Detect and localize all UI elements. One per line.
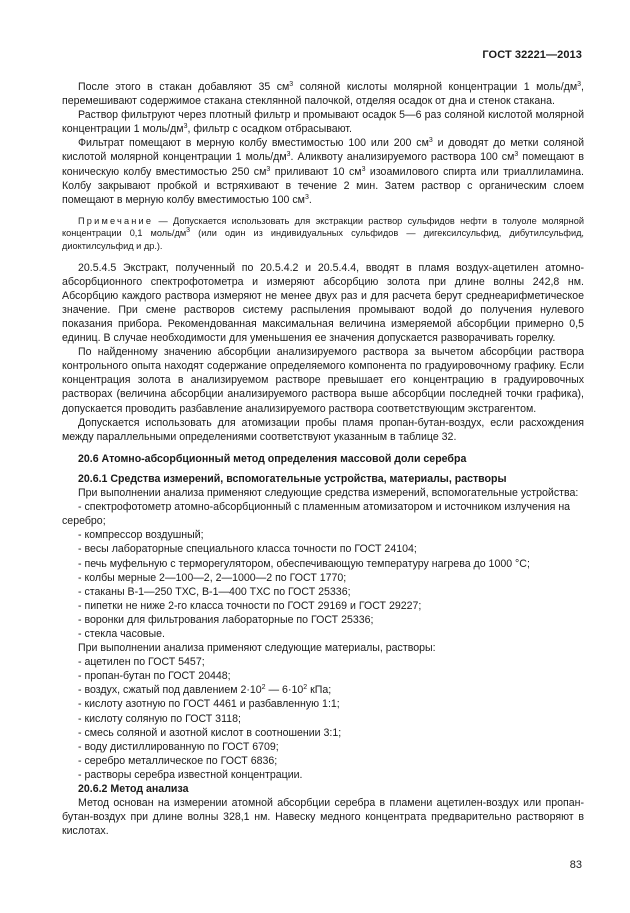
list-item: - кислоту соляную по ГОСТ 3118;: [78, 712, 241, 725]
paragraph: При выполнении анализа применяют следующие средства измерений, вспомогательные устройства:: [78, 487, 579, 500]
list-item: - смесь соляной и азотной кислот в соотношении 3:1;: [78, 726, 342, 739]
paragraph: После этого в стакан добавляют 35 $см^3$ соляной кислоты молярной концентрации 1 моль/$дм^3$, перемешивают содержимое стакана стеклянной палочкой, отделяя осадок от дна и стенок стакана.: [62, 81, 584, 108]
standard-header: ГОСТ 32221—2013: [482, 49, 582, 61]
document-body: [62, 80, 584, 838]
list-item: - воздух, сжатый под давлением $2\cdot 10^2$ — $6\cdot 10^2$ кПа;: [78, 684, 332, 697]
list-item: - воду дистиллированную по ГОСТ 6709;: [78, 740, 279, 753]
page-number: 83: [569, 859, 582, 871]
list-item: - печь муфельную с терморегулятором, обеспечивающую температуру нагрева до 1000 °С;: [78, 557, 530, 570]
section-heading: 20.6 Атомно-абсорбционный метод определения массовой доли серебра: [78, 452, 467, 465]
list-item: - пропан-бутан по ГОСТ 20448;: [78, 670, 231, 683]
subsection-heading: 20.6.2 Метод анализа: [78, 783, 189, 795]
paragraph: Допускается использовать для атомизации пробы пламя пропан-бутан-воздух, если расхождения между параллельными определениями соответствуют указанным в таблице 32.: [62, 416, 584, 443]
paragraph: Фильтрат помещают в мерную колбу вместимостью 100 или 200 $см^3$ и доводят до метки соляной кислотой молярной концентрации 1 моль/$дм^3$. Аликвоту анализируемого раствора 100 $см^3$ помещают в коническую колбу вместимостью 250 $см^3$ приливают 10 $см^3$ изоамилового спирта или триаллиламина. Колбу закрывают пробкой и встряхивают в течение 2 мин. Затем раствор с органическим слоем помещают в мерную колбу вместимостью 100 $см^3$.: [62, 137, 584, 206]
note-title: Примечание: [78, 215, 154, 226]
list-item: - ацетилен по ГОСТ 5457;: [78, 656, 205, 669]
list-item: - компрессор воздушный;: [78, 529, 204, 542]
paragraph: Раствор фильтруют через плотный фильтр и промывают осадок 5—6 раз соляной кислотой молярной концентрации 1 моль/$дм^3$, фильтр с осадком отбрасывают.: [62, 109, 584, 136]
subsection-heading: 20.6.1 Средства измерений, вспомогательные устройства, материалы, растворы: [78, 472, 507, 485]
paragraph: По найденному значению абсорбции анализируемого раствора за вычетом абсорбции раствора контрольного опыта находят содержание определяемого компонента по градуировочному графику. Если концентрация золота в анализируемом растворе превышает его концентрацию в градуировочных растворах (величина абсорбции анализируемого раствора выше абсорбции последней точки графика), допускается проводить разбавление анализируемого раствора соответствующим экстрагентом.: [62, 346, 584, 415]
note: Примечание — Допускается использовать для экстракции раствор сульфидов нефти в толуоле молярной концентрации 0,1 моль/$дм^3$ (или один из индивидуальных сульфидов — дигексилсульфид, дибутилсульфид, диоктилсульфид и др.).: [62, 215, 584, 252]
list-item: - весы лабораторные специального класса точности по ГОСТ 24104;: [78, 543, 417, 556]
paragraph: При выполнении анализа применяют следующие материалы, растворы:: [78, 642, 436, 655]
paragraph: Метод основан на измерении атомной абсорбции серебра в пламени ацетилен-воздух или пропан-бутан-воздух при длине волны 328,1 нм. Навеску медного концентрата предварительно растворяют в кислотах.: [62, 797, 584, 838]
list-item: - пипетки не ниже 2-го класса точности по ГОСТ 29169 и ГОСТ 29227;: [78, 599, 422, 612]
list-item: - спектрофотометр атомно-абсорбционный с пламенным атомизатором и источником излучения на серебро;: [62, 501, 571, 528]
list-item: - кислоту азотную по ГОСТ 4461 и разбавленную 1:1;: [78, 698, 340, 711]
list-item: - серебро металлическое по ГОСТ 6836;: [78, 754, 278, 767]
paragraph: 20.5.4.5 Экстракт, полученный по 20.5.4.2 и 20.5.4.4, вводят в пламя воздух-ацетилен атомно-абсорбционного спектрофотометра и измеряют абсорбцию золота при длине волны 242,8 нм. Абсорбцию каждого раствора измеряют не менее двух раз и для расчета берут среднеарифметическое значение. При смене растворов систему распыления промывают водой до получения нулевого показания прибора. Рекомендованная максимальная величина измеряемой абсорбции примерно 0,5 единиц. В случае необходимости для уменьшения ее значения допускается разворачивать горелку.: [62, 261, 584, 345]
list-item: - стаканы В-1—250 ТХС, В-1—400 ТХС по ГОСТ 25336;: [78, 585, 351, 598]
list-item: - растворы серебра известной концентрации.: [78, 768, 303, 781]
list-item: - колбы мерные 2—100—2, 2—1000—2 по ГОСТ 1770;: [78, 571, 347, 584]
list-item: - воронки для фильтрования лабораторные по ГОСТ 25336;: [78, 613, 374, 626]
list-item: - стекла часовые.: [78, 627, 165, 640]
